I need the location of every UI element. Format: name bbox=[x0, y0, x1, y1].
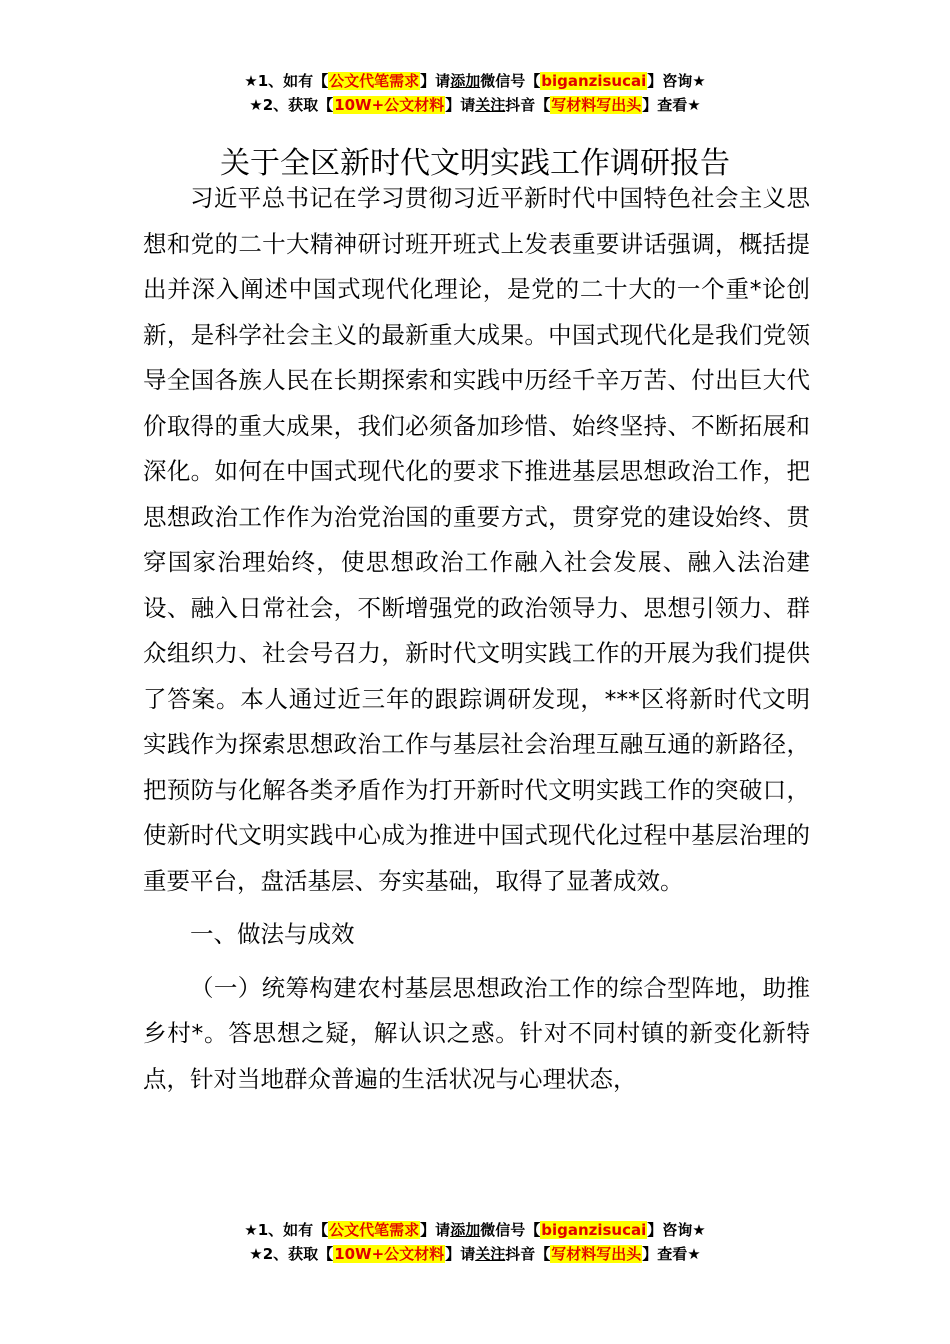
promo-highlight: 公文代笔需求 bbox=[329, 72, 420, 90]
promo-text: ★2、获取【 bbox=[249, 1245, 334, 1263]
promo-text: 】咨询★ bbox=[647, 72, 706, 90]
promo-text: 微信号【 bbox=[480, 1221, 541, 1239]
promo-line-1 bbox=[0, 69, 950, 93]
promo-banner-bottom bbox=[0, 1218, 950, 1266]
document-title: 关于全区新时代文明实践工作调研报告 bbox=[220, 146, 730, 182]
promo-text: 】查看★ bbox=[642, 96, 701, 114]
promo-underlined: 添加 bbox=[450, 1221, 481, 1239]
promo-highlight: biganzisucai bbox=[541, 1221, 647, 1239]
promo-highlight: 10W+公文材料 bbox=[334, 1245, 445, 1263]
promo-highlight: 10W+公文材料 bbox=[334, 96, 445, 114]
promo-underlined: 关注 bbox=[475, 96, 506, 114]
promo-line-2 bbox=[0, 93, 950, 117]
promo-highlight: 公文代笔需求 bbox=[329, 1221, 420, 1239]
promo-text: 】查看★ bbox=[642, 1245, 701, 1263]
body-paragraph: （一）统筹构建农村基层思想政治工作的综合型阵地，助推乡村*。答思想之疑，解认识之惑。针对不同村镇的新变化新特点，针对当地群众普遍的生活状况与心理状态， bbox=[143, 973, 810, 1093]
promo-line-2 bbox=[0, 1242, 950, 1266]
promo-text: 】请 bbox=[420, 1221, 451, 1239]
promo-underlined: 添加 bbox=[450, 72, 481, 90]
promo-text: 】请 bbox=[445, 1245, 476, 1263]
promo-banner-top bbox=[0, 69, 950, 117]
document-body bbox=[143, 176, 810, 1102]
promo-text: 】请 bbox=[445, 96, 476, 114]
promo-text: 抖音【 bbox=[505, 1245, 551, 1263]
promo-text: 】咨询★ bbox=[647, 1221, 706, 1239]
promo-text: ★2、获取【 bbox=[249, 96, 334, 114]
promo-highlight: 写材料写出头 bbox=[551, 96, 642, 114]
promo-highlight: 写材料写出头 bbox=[551, 1245, 642, 1263]
promo-text: 】请 bbox=[420, 72, 451, 90]
promo-text: 微信号【 bbox=[480, 72, 541, 90]
promo-highlight: biganzisucai bbox=[541, 72, 647, 90]
promo-text: 抖音【 bbox=[505, 96, 551, 114]
section-heading: 一、做法与成效 bbox=[190, 920, 355, 948]
promo-text: ★1、如有【 bbox=[244, 72, 329, 90]
promo-text: ★1、如有【 bbox=[244, 1221, 329, 1239]
promo-underlined: 关注 bbox=[475, 1245, 506, 1263]
intro-paragraph: 习近平总书记在学习贯彻习近平新时代中国特色社会主义思想和党的二十大精神研讨班开班式上发表重要讲话强调，概括提出并深入阐述中国式现代化理论，是党的二十大的一个重*论创新，是科学社会主义的最新重大成果。中国式现代化是我们党领导全国各族人民在长期探索和实践中历经千辛万苦、付出巨大代价取得的重大成果，我们必须备加珍惜、始终坚持、不断拓展和深化。如何在中国式现代化的要求下推进基层思想政治工作，把思想政治工作作为治党治国的重要方式，贯穿党的建设始终、贯穿国家治理始终，使思想政治工作融入社会发展、融入法治建设、融入日常社会，不断增强党的政治领导力、思想引领力、群众组织力、社会号召力，新时代文明实践工作的开展为我们提供了答案。本人通过近三年的跟踪调研发现，***区将新时代文明实践作为探索思想政治工作与基层社会治理互融互通的新路径，把预防与化解各类矛盾作为打开新时代文明实践工作的突破口，使新时代文明实践中心成为推进中国式现代化过程中基层治理的重要平台，盘活基层、夯实基础，取得了显著成效。 bbox=[143, 184, 810, 895]
promo-line-1 bbox=[0, 1218, 950, 1242]
